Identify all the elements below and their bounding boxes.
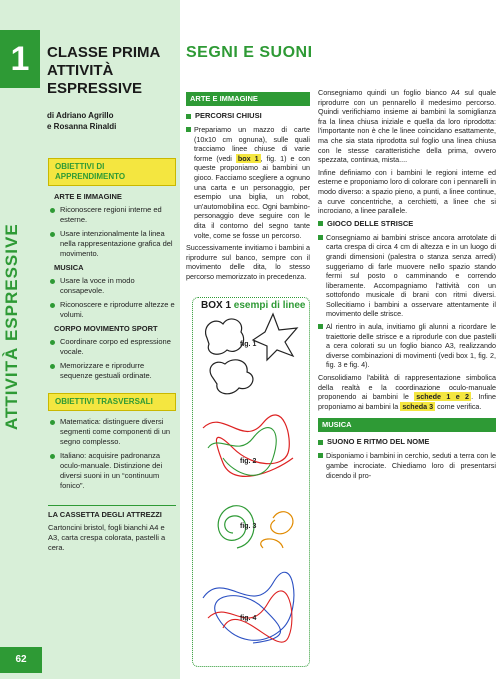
paragraph-text: Disponiamo i bambini in cerchio, seduti a terra con le gambe incrociate. Chiediamo loro di presentarsi dicendo il pro- [326, 451, 496, 480]
box-title-text: esempi di linee [233, 300, 306, 311]
vertical-label [2, 150, 28, 630]
vertical-label-text: ATTIVITÀ ESPRESSIVE [2, 223, 21, 430]
list-item: Italiano: acquisire padronanza oculo-manuale. Distinzione dei diversi suoni in un “continuum fonico”. [48, 451, 176, 491]
chapter-title [47, 44, 177, 98]
page-number: 62 [15, 654, 27, 665]
page-number-box [0, 647, 42, 673]
square-bullet-icon [318, 324, 323, 329]
subheading-text: PERCORSI CHIUSI [195, 111, 262, 120]
list-item: Usare intenzionalmente la linea nella rappresentazione grafica del movimento. [48, 229, 176, 259]
authors [47, 110, 116, 132]
fig-label: fig. 3 [240, 523, 257, 530]
group-title: CORPO MOVIMENTO SPORT [54, 324, 158, 333]
paragraph-text: Al rientro in aula, invitiamo gli alunni a ricordare le traiettorie delle strisce e a riprodurle con due pastelli a cera colorati su un foglio bianco A3, realizzando diverse combinazioni di movimenti (vedi box 1, fig. 2, fig. 3 e fig. 4). [326, 322, 496, 370]
paragraph [318, 451, 496, 480]
square-bullet-icon [318, 221, 323, 226]
chapter-number: 1 [10, 40, 30, 78]
square-bullet-icon [186, 127, 191, 132]
page-title: SEGNI E SUONI [186, 44, 313, 61]
paragraph-text: , fig. 1) e con queste proponiamo ai bambini un gioco. Facciamo scegliere a ognuno una carta e un personaggio, per esempio una biglia, un robot, un'automobilina ecc. Ogni bambino-personaggio deve seguire con le dita il contorno del segno tante volte, come se fosse un percorso. [194, 153, 310, 240]
fig-label: fig. 1 [240, 341, 257, 348]
spiral-orange [261, 512, 293, 548]
paragraph: Successivamente invitiamo i bambini a riprodurre sul banco, sempre con il movimento delle dita, lo stesso percorso memorizzato in precedenza. [186, 243, 310, 281]
group-title: ARTE E IMMAGINE [54, 192, 122, 201]
sidebar-content [48, 158, 176, 553]
list-item: Usare la voce in modo consapevole. [48, 276, 176, 296]
paragraph-text: come verifica. [437, 401, 482, 411]
box-ref-highlight: box 1 [237, 153, 259, 163]
scheda-highlight: schede 1 e 2 [416, 392, 470, 402]
paragraph-text: Prepariamo un mazzo di carte (10x10 cm ognuna), sulle quali tracciamo linee chiuse di varie forme (vedi [194, 125, 310, 163]
paragraph [318, 233, 496, 319]
paragraph-text: . Infine proponiamo ai bambini la [318, 392, 497, 411]
chapter-number-box [0, 30, 40, 88]
scribble-blue [203, 572, 294, 643]
paragraph-text: Consolidiamo l'abilità di rappresentazione simbolica della realtà e la coordinazione oculo-manuale proponendo ai bambini le [318, 373, 496, 402]
line-examples-illustration [193, 298, 311, 668]
author-line: di Adriano Agrillo [47, 111, 114, 120]
scribble-red [203, 415, 293, 476]
objectives-label: OBIETTIVI DI APPRENDIMENTO [48, 158, 176, 186]
list-item: Coordinare corpo ed espressione vocale. [48, 337, 176, 357]
fig-label: fig. 2 [240, 458, 257, 465]
subheading-text: GIOCO DELLE STRISCE [327, 218, 414, 228]
paragraph-text: Consegniamo ai bambini strisce ancora arrotolate di carta crespa di circa 4 cm di altezza e in un luogo di grandi dimensioni (palestra o stanza senza arredi) suggeriamo di farle muovere nello spazio stando fermi sul posto o camminando e correndo liberamente. Accompagniamo l'attività con un sottofondo musicale di brani con ritmi diversi. Sollecitiamo i bambini a osservare attentamente il movimento delle strisce. [326, 232, 496, 319]
subheading [318, 219, 496, 229]
list-item: Riconoscere regioni interne ed esterne. [48, 205, 176, 225]
subheading [318, 437, 496, 447]
list-item: Riconoscere e riprodurre altezze e volumi. [48, 300, 176, 320]
tools-text: Cartoncini bristol, fogli bianchi A4 e A3, carta crespa colorata, pastelli a cera. [48, 523, 166, 552]
closed-line-blob [206, 319, 244, 354]
square-bullet-icon [318, 440, 323, 445]
transversal-label: OBIETTIVI TRASVERSALI [48, 393, 176, 411]
paragraph [318, 373, 496, 411]
square-bullet-icon [318, 235, 323, 240]
tools-title: LA CASSETTA DEGLI ATTREZZI [48, 505, 176, 520]
group-title: MUSICA [54, 263, 84, 272]
square-bullet-icon [186, 114, 191, 119]
closed-line-star [253, 314, 297, 360]
list-item: Matematica: distinguere diversi segmenti come componenti di un segno complesso. [48, 417, 176, 447]
chapter-title-line: ESPRESSIVE [47, 80, 143, 97]
list-item: Memorizzare e riprodurre sequenze gestuali ordinate. [48, 361, 176, 381]
fig-label: fig. 4 [240, 615, 257, 622]
square-bullet-icon [318, 453, 323, 458]
subheading-text: SUONO E RITMO DEL NOME [327, 437, 430, 447]
box-examples [192, 297, 310, 667]
author-line: e Rosanna Rinaldi [47, 122, 117, 131]
subheading [186, 111, 310, 121]
paragraph [318, 322, 496, 370]
column-middle [186, 92, 310, 285]
paragraph [186, 125, 310, 240]
closed-line-cloud [210, 360, 253, 394]
chapter-title-line: ATTIVITÀ [47, 62, 114, 79]
paragraph: Infine definiamo con i bambini le regioni interne ed esterne e proponiamo loro di colorare con i pennarelli in modo diverso: a spazio pieno, a punti, a linee continue, a curve concentriche, a cerchietti, a linee che si incrociano, a linee parallele. [318, 167, 496, 216]
section-bar: ARTE E IMMAGINE [186, 92, 310, 106]
column-right [318, 88, 496, 483]
box-title-number: BOX 1 [201, 300, 232, 311]
scheda-highlight: scheda 3 [402, 401, 434, 411]
section-bar: MUSICA [318, 418, 496, 432]
paragraph: Consegniamo quindi un foglio bianco A4 sul quale riprodurre con un pennarello il medesimo percorso. Quindi verifichiamo insieme ai bambini la somiglianza fra la linea chiusa iniziale e quella da loro riprodotta: l'importante non è che le linee coincidano esattamente, ma che sia stata riprodotta sul foglio una linea chiusa con le stesse caratteristiche della prima, ovvero spezzata, continua, mista.... [318, 88, 496, 165]
chapter-title-line: CLASSE PRIMA [47, 44, 161, 61]
